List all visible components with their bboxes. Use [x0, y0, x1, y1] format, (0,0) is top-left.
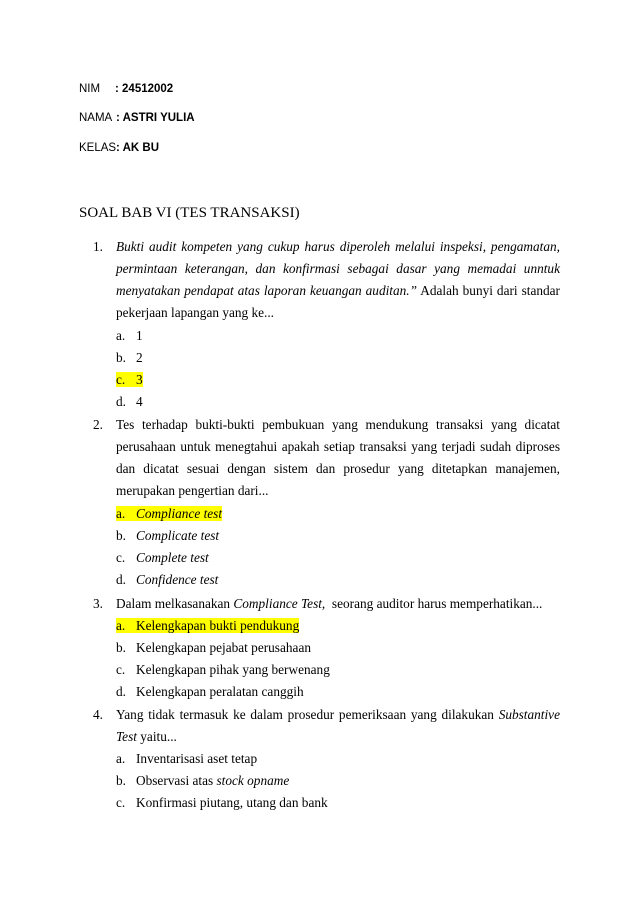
nim-value: : 24512002	[115, 83, 174, 95]
q3-option-a[interactable]: a. Kelengkapan bukti pendukung	[116, 618, 300, 633]
question-3-number: 3.	[93, 596, 103, 611]
q3-option-c[interactable]: c. Kelengkapan pihak yang berwenang	[116, 662, 330, 677]
q4-option-a[interactable]: a. Inventarisasi aset tetap	[116, 751, 258, 766]
q2-option-d[interactable]: d. Confidence test	[116, 572, 219, 587]
q1-option-c[interactable]: c. 3	[116, 372, 143, 387]
q1-option-a[interactable]: a. 1	[116, 328, 143, 343]
question-1-number: 1.	[93, 239, 103, 254]
q2-option-b[interactable]: b. Complicate test	[116, 528, 220, 543]
q1-option-c-text: 3	[136, 372, 143, 387]
kelas-line	[79, 142, 159, 154]
q2-option-a[interactable]: a. Compliance test	[116, 506, 223, 521]
q3-option-d[interactable]: d. Kelengkapan peralatan canggih	[116, 684, 304, 699]
nim-label: NIM	[79, 83, 101, 95]
question-2-number: 2.	[93, 417, 103, 432]
nama-line	[79, 112, 195, 124]
q4-option-c[interactable]: c. Konfirmasi piutang, utang dan bank	[116, 795, 328, 810]
question-3-text: Dalam melkasanakan Compliance Test, seorang auditor harus memperhatikan...	[116, 596, 543, 611]
kelas-value: : AK BU	[116, 142, 160, 154]
q1-option-b[interactable]: b. 2	[116, 350, 143, 365]
question-4-number: 4.	[93, 707, 103, 722]
nama-label: NAMA	[79, 112, 113, 124]
question-1-quote: Bukti audit kompeten yang cukup harus diperoleh melalui inspeksi, pengamatan, permintaan keterangan, dan konfirmasi sebagai dasar yang memadai unntuk menyatakan pendapat atas laporan keuangan auditan.”	[116, 239, 560, 298]
q1-option-d[interactable]: d. 4	[116, 394, 143, 409]
q3-option-b[interactable]: b. Kelengkapan pejabat perusahaan	[116, 640, 311, 655]
nama-value: : ASTRI YULIA	[116, 112, 195, 124]
question-4-text: Yang tidak termasuk ke dalam prosedur pemeriksaan yang dilakukan Substantive Test yaitu...	[116, 707, 560, 744]
q2-option-c[interactable]: c. Complete test	[116, 550, 209, 565]
kelas-label: KELAS	[79, 142, 117, 154]
question-1-text	[116, 236, 560, 324]
nim-line	[79, 83, 173, 95]
question-1-tail: Adalah bunyi dari standar pekerjaan lapangan yang ke...	[116, 283, 560, 320]
page-title: SOAL BAB VI (TES TRANSAKSI)	[79, 205, 300, 221]
question-2-text: Tes terhadap bukti-bukti pembukuan yang mendukung transaksi yang dicatat perusahaan untuk menegtahui apakah setiap transaksi yang terjadi sudah diproses dan dicatat sesuai dengan sistem dan prosedur yang ditetapkan manajemen, merupakan pengertian dari...	[116, 417, 560, 498]
q4-option-b[interactable]: b. Observasi atas stock opname	[116, 773, 290, 788]
